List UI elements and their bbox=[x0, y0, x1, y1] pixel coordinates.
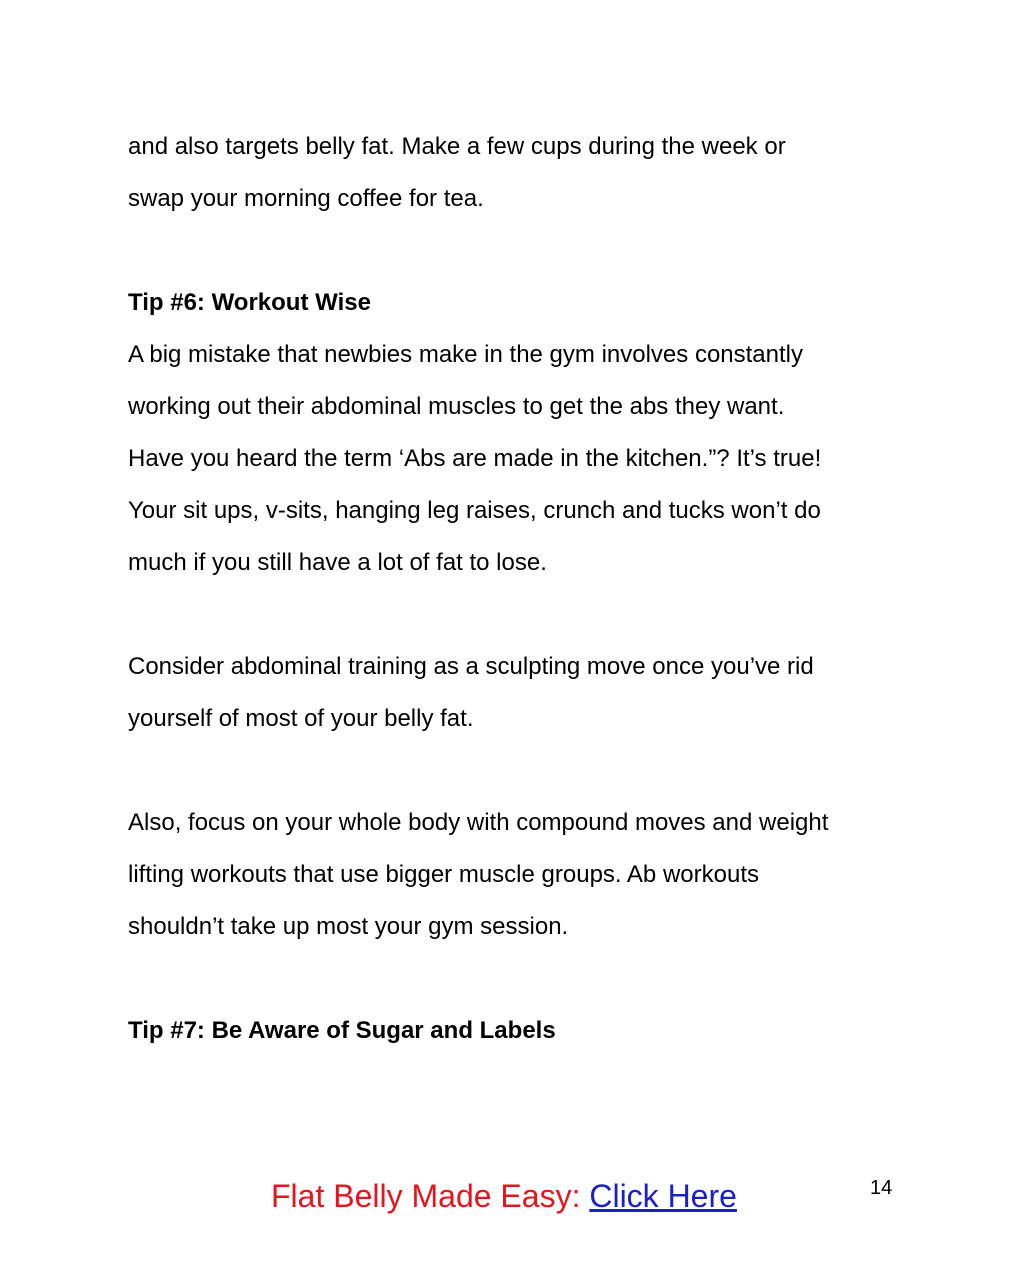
text-line: swap your morning coffee for tea. bbox=[128, 185, 484, 212]
text-line: shouldn’t take up most your gym session. bbox=[128, 913, 569, 940]
paragraph-spacer bbox=[128, 589, 918, 641]
paragraph-whole-body bbox=[128, 797, 918, 953]
paragraph-tea-continuation bbox=[128, 121, 918, 225]
text-line: yourself of most of your belly fat. bbox=[128, 705, 474, 732]
text-line: Also, focus on your whole body with compound moves and weight bbox=[128, 809, 829, 836]
text-line: much if you still have a lot of fat to lose. bbox=[128, 549, 547, 576]
page-number: 14 bbox=[870, 1177, 893, 1199]
tip-7-heading: Tip #7: Be Aware of Sugar and Labels bbox=[128, 1017, 556, 1044]
paragraph-spacer bbox=[128, 745, 918, 797]
text-line: lifting workouts that use bigger muscle groups. Ab workouts bbox=[128, 861, 759, 888]
text-line: Have you heard the term ‘Abs are made in the kitchen.”? It’s true! bbox=[128, 445, 822, 472]
paragraph-workout-mistake bbox=[128, 329, 918, 589]
text-line: Consider abdominal training as a sculpting move once you’ve rid bbox=[128, 653, 814, 680]
text-line: and also targets belly fat. Make a few cups during the week or bbox=[128, 133, 786, 160]
click-here-link[interactable]: Click Here bbox=[589, 1178, 737, 1214]
paragraph-spacer bbox=[128, 953, 918, 1005]
paragraph-sculpting bbox=[128, 641, 918, 745]
tip-6-heading: Tip #6: Workout Wise bbox=[128, 289, 371, 316]
text-line: working out their abdominal muscles to get the abs they want. bbox=[128, 393, 785, 420]
footer-promo bbox=[271, 1172, 737, 1220]
page-body bbox=[128, 121, 918, 1057]
footer-label: Flat Belly Made Easy: bbox=[271, 1178, 590, 1214]
paragraph-spacer bbox=[128, 225, 918, 277]
text-line: A big mistake that newbies make in the gym involves constantly bbox=[128, 341, 803, 368]
text-line: Your sit ups, v-sits, hanging leg raises, crunch and tucks won’t do bbox=[128, 497, 821, 524]
